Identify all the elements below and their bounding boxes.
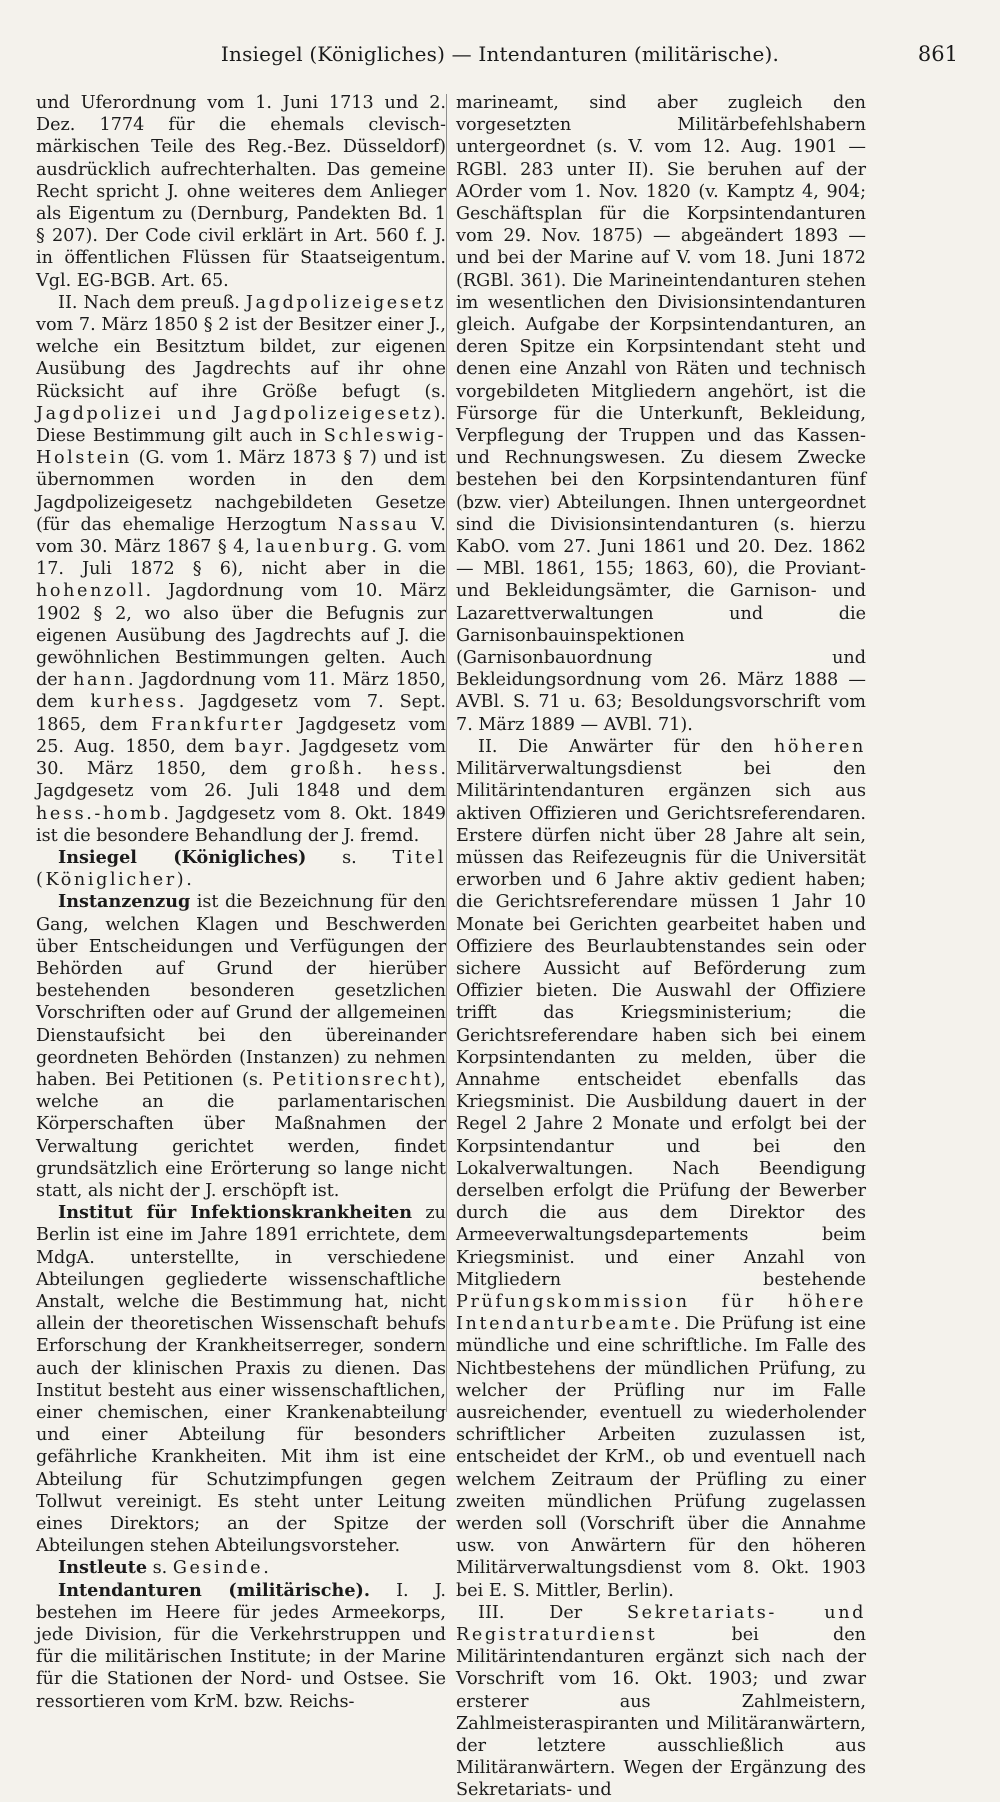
- spaced-term: Jagdpolizei und Jagdpolizeigesetz: [36, 403, 434, 424]
- section-ii-paragraph: II. Die Anwärter für den höheren Militärverwaltungsdienst bei den Militärintendanturen ergänzen sich aus aktiven Offizieren und Gerichtsreferendaren. Erstere dürfen nicht über 28 Jahre alt sein, müssen das Reifezeugnis für die Universität erworben und 6 Jahre aktiv gedient haben; die Gerichtsreferendare müssen 1 Jahr 10 Monate bei Gerichten gearbeitet haben und Offiziere des Beurlaubtenstandes sein oder sichere Aussicht auf Beförderung zum Offizier bieten. Die Auswahl der Offiziere trifft das Kriegsministerium; die Gerichtsreferendare haben sich bei einem Korpsintendanten zu melden, über die Annahme entscheidet ebenfalls das Kriegsminist. Die Ausbildung dauert in der Regel 2 Jahre 2 Monate und erfolgt bei der Korpsintendantur und bei den Lokalverwaltungen. Nach Beendigung derselben erfolgt die Prüfung der Bewerber durch die aus dem Direktor des Armeeverwaltungsdepartements beim Kriegsminist. und einer Anzahl von Mitgliedern bestehende Prüfungskommission für höhere Intendanturbeamte. Die Prüfung ist eine mündliche und eine schriftliche. Im Falle des Nichtbestehens der mündlichen Prüfung, zu welcher der Prüfling nur im Falle ausreichender, eventuell zu wiederholender schriftlicher Arbeiten zuzulassen ist, entscheidet der KrM., ob und eventuell nach welchem Zeitraum der Prüfling zu einer zweiten mündlichen Prüfung zugelassen werden soll (Vorschrift über die Annahme usw. von Anwärtern für den höheren Militärverwaltungsdienst vom 8. Okt. 1903 bei E. S. Mittler, Berlin).: [456, 736, 866, 1601]
- lemma-headword: Intendanturen (militärische).: [58, 1579, 370, 1601]
- lemma-headword: Instleute: [58, 1557, 148, 1579]
- spaced-term: hess.-homb: [36, 803, 164, 824]
- entry-intendanturen: Intendanturen (militärische). I. J. bestehen im Heere für jedes Armeekorps, jede Division, für die Verkehrstruppen und für die militärischen Institute; in der Marine für die Stationen der Nord- und Ostsee. Sie ressortieren vom KrM. bzw. Reichs-: [36, 1579, 446, 1712]
- running-head: Insiegel (Königliches) — Intendanturen (militärische).: [220, 42, 780, 66]
- lemma-headword: Instanzenzug: [58, 891, 191, 913]
- cross-reference: Gesinde: [172, 1558, 264, 1579]
- spaced-term: Schleswig-Holstein: [36, 426, 446, 469]
- spaced-term: hann: [73, 670, 128, 691]
- section-ii-paragraph: II. Nach dem preuß. Jagdpolizeigesetz vom 7. März 1850 § 2 ist der Besitzer einer J., welche ein Besitztum bildet, zur eigenen Ausübung des Jagdrechts auf ihr ohne Rücksicht auf ihre Größe befugt (s. Jagdpolizei und Jagdpolizeigesetz). Diese Bestimmung gilt auch in Schleswig-Holstein (G. vom 1. März 1873 § 7) und ist übernommen worden in den dem Jagdpolizeigesetz nachgebildeten Gesetze (für das ehemalige Herzogtum Nassau V. vom 30. März 1867 § 4, lauenburg. G. vom 17. Juli 1872 § 6), nicht aber in die hohenzoll. Jagdordnung vom 10. März 1902 § 2, wo also über die Befugnis zur eigenen Ausübung des Jagdrechts auf J. die gewöhnlichen Bestimmungen gelten. Auch der hann. Jagdordnung vom 11. März 1850, dem kurhess. Jagdgesetz vom 7. Sept. 1865, dem Frankfurter Jagdgesetz vom 25. Aug. 1850, dem bayr. Jagdgesetz vom 30. März 1850, dem großh. hess. Jagdgesetz vom 26. Juli 1848 und dem hess.-homb. Jagdgesetz vom 8. Okt. 1849 ist die besondere Behandlung der J. fremd.: [36, 292, 447, 846]
- left-column: [36, 92, 446, 1713]
- page-number: 861: [917, 42, 958, 66]
- spaced-term: Nassau: [338, 514, 420, 535]
- section-iii-paragraph: III. Der Sekretariats- und Registraturdienst bei den Militärintendanturen ergänzt sich nach der Vorschrift vom 16. Okt. 1903; und zwar ersterer aus Zahlmeistern, Zahlmeisteraspiranten und Militäranwärtern, der letztere ausschließlich aus Militäranwärtern. Wegen der Ergänzung des Sekretariats- und: [456, 1602, 866, 1801]
- entry-insiegel: Insiegel (Königliches) s. Titel (Königlicher).: [36, 846, 446, 891]
- spaced-term: hohenzoll: [36, 581, 146, 602]
- entry-continuation-paragraph: und Uferordnung vom 1. Juni 1713 und 2. Dez. 1774 für die ehemals clevisch-märkischen Teile des Reg.-Bez. Düsseldorf) ausdrücklich aufrechterhalten. Das gemeine Recht spricht J. ohne weiteres dem Anlieger als Eigentum zu (Dernburg, Pandekten Bd. 1 § 207). Der Code civil erklärt in Art. 560 f. J. in öffentlichen Flüssen für Staatseigentum. Vgl. EG-BGB. Art. 65.: [36, 93, 446, 291]
- cross-reference: Titel (Königlicher): [36, 847, 446, 891]
- spaced-term: Jagdpolizeigesetz: [245, 292, 446, 313]
- spaced-term: lauenburg: [256, 537, 372, 558]
- spaced-term: großh. hess: [290, 759, 441, 780]
- lemma-headword: Institut für Infektionskrankheiten: [58, 1202, 413, 1224]
- entry-institut: Institut für Infektionskrankheiten zu Berlin ist eine im Jahre 1891 errichtete, dem MdgA. unterstellte, in verschiedene Abteilungen gegliederte wissenschaftliche Anstalt, welche die Bestimmung hat, nicht allein der theoretischen Wissenschaft behufs Erforschung der Krankheitserreger, sondern auch der klinischen Praxis zu dienen. Das Institut besteht aus einer wissenschaftlichen, einer chemischen, einer Krankenabteilung und einer Abteilung für besonders gefährliche Krankheiten. Mit ihm ist eine Abteilung für Schutzimpfungen gegen Tollwut vereinigt. Es steht unter Leitung eines Direktors; an der Spitze der Abteilungen stehen Abteilungsvorsteher.: [36, 1202, 446, 1557]
- spaced-term: Sekretariats- und Registraturdienst: [456, 1602, 866, 1646]
- spaced-term: Prüfungskommission für höhere Intendanturbeamte: [456, 1291, 866, 1335]
- cross-reference: Petitionsrecht: [272, 1069, 434, 1090]
- page-header: [36, 42, 964, 82]
- right-column: [456, 92, 866, 1802]
- entry-continuation-paragraph: marineamt, sind aber zugleich den vorgesetzten Militärbefehlshabern untergeordnet (s. V. vom 12. Aug. 1901 — RGBl. 283 unter II). Sie beruhen auf der AOrder vom 1. Nov. 1820 (v. Kamptz 4, 904; Geschäftsplan für die Korpsintendanturen vom 29. Nov. 1875) — abgeändert 1893 — und bei der Marine auf V. vom 18. Juni 1872 (RGBl. 361). Die Marineintendanturen stehen im wesentlichen den Divisionsintendanturen gleich. Aufgabe der Korpsintendanturen, an deren Spitze ein Korpsintendant steht und denen eine Anzahl von Räten und technisch vorgebildeten Mitgliedern angehört, ist die Fürsorge für die Unterkunft, Bekleidung, Verpflegung der Truppen und das Kassen- und Rechnungswesen. Zu diesem Zwecke bestehen bei den Korpsintendanturen fünf (bzw. vier) Abteilungen. Ihnen untergeordnet sind die Divisionsintendanturen (s. hierzu KabO. vom 27. Juni 1861 und 20. Dez. 1862 — MBl. 1861, 155; 1863, 60), die Proviant- und Bekleidungsämter, die Garnison- und Lazarettverwaltungen und die Garnisonbauinspektionen (Garnisonbauordnung und Bekleidungsordnung vom 26. März 1888 — AVBl. S. 71 u. 63; Besoldungsvorschrift vom 7. März 1889 — AVBl. 71).: [456, 93, 866, 735]
- spaced-term: bayr: [234, 736, 286, 757]
- entry-instanzenzug: Instanzenzug ist die Bezeichnung für den Gang, welchen Klagen und Beschwerden über Entscheidungen und Verfügungen der Behörden auf Grund der hierüber bestehenden besonderen gesetzlichen Vorschriften oder auf Grund der allgemeinen Dienstaufsicht bei den übereinander geordneten Behörden (Instanzen) zu nehmen haben. Bei Petitionen (s. Petitionsrecht), welche an die parlamentarischen Körperschaften über Maßnahmen der Verwaltung gerichtet werden, findet grundsätzlich eine Erörterung so lange nicht statt, als nicht der J. erschöpft ist.: [36, 891, 446, 1201]
- spaced-term: Frankfurter: [151, 714, 285, 735]
- spaced-term: höheren: [773, 736, 866, 757]
- spaced-term: kurhess: [90, 692, 179, 713]
- column-divider: [446, 94, 447, 1412]
- lemma-headword: Insiegel (Königliches): [58, 846, 307, 868]
- entry-instleute: Instleute s. Gesinde.: [58, 1557, 269, 1579]
